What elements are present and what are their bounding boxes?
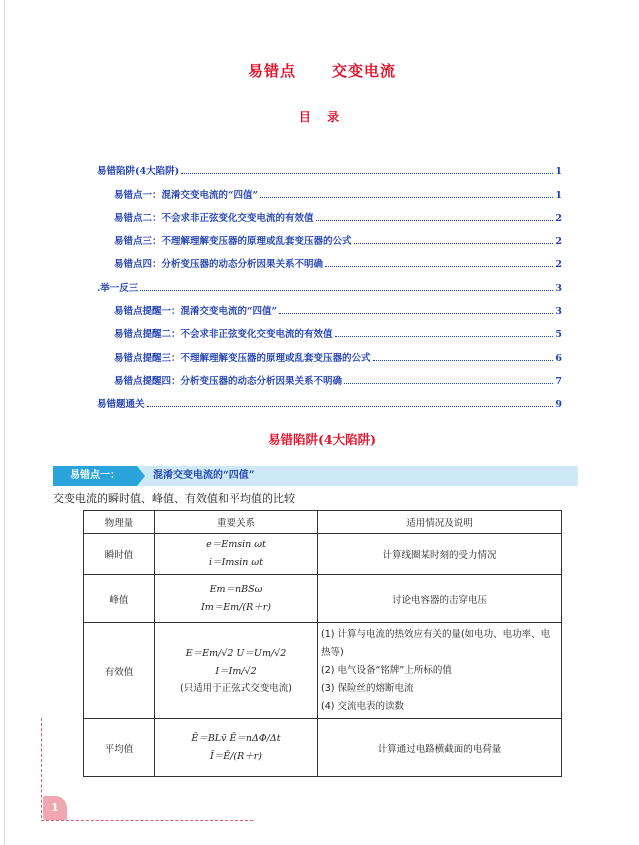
page-number: 1 (43, 796, 67, 820)
formula: E＝Em/√2 U＝Um/√2 (185, 648, 287, 659)
toc-item-page: 2 (555, 259, 562, 271)
title-left: 易错点 (247, 62, 296, 80)
desc-cell (318, 534, 562, 575)
decorative-dashed-line (41, 718, 42, 818)
toc-item-label: 易错陷阱(4大陷阱) (97, 166, 180, 178)
toc-item-label: 易错点提醒一：混淆交变电流的“四值” (114, 306, 277, 318)
toc-item[interactable] (97, 340, 562, 363)
formula-cell (155, 623, 318, 719)
desc-line: (1) 计算与电流的热效应有关的量(如电功、电功率、电热等) (321, 628, 551, 658)
table-row (84, 534, 562, 575)
table-row (84, 719, 562, 777)
toc-item[interactable] (97, 270, 562, 293)
toc-leader-dots (181, 173, 553, 174)
decorative-dashed-line (41, 820, 253, 821)
toc-item-page: 2 (555, 236, 562, 248)
table-row (84, 623, 562, 719)
formula: Em＝nBSω (209, 583, 263, 595)
formula-cell (155, 719, 318, 777)
toc-item-page: 3 (555, 282, 562, 294)
desc-line: (4) 交流电表的读数 (321, 700, 404, 712)
toc-item[interactable] (97, 387, 562, 410)
formula: Im＝Em/(R＋r) (200, 601, 271, 613)
toc-item-page: 1 (555, 189, 562, 201)
desc-line: 计算线圈某时刻的受力情况 (382, 550, 497, 561)
comparison-table (83, 510, 562, 777)
toc-item[interactable] (97, 201, 562, 224)
section-bar (53, 466, 578, 486)
desc-line: 计算通过电路横截面的电荷量 (377, 743, 502, 755)
table-of-contents (97, 154, 562, 410)
formula: e＝Emsin ωt (206, 539, 266, 550)
header-cell: 适用情况及说明 (318, 511, 562, 534)
desc-line: 讨论电容器的击穿电压 (391, 594, 487, 606)
toc-item-page: 3 (555, 306, 562, 318)
toc-title: 目 录 (298, 110, 346, 124)
toc-item-page: 5 (555, 329, 562, 341)
header-cell: 物理量 (84, 511, 155, 534)
toc-item-label: .举一反三 (97, 282, 139, 294)
section-title: 易错陷阱(4大陷阱) (267, 432, 377, 447)
formula-cell (155, 575, 318, 623)
formula-cell (155, 534, 318, 575)
toc-leader-dots (260, 197, 553, 198)
quantity-cell: 平均值 (84, 719, 155, 777)
formula: Ī＝Ē/(R＋r) (210, 750, 262, 762)
toc-item[interactable] (97, 224, 562, 247)
quantity-cell: 瞬时值 (84, 534, 155, 575)
toc-item-label: 易错点提醒二：不会求非正弦变化交变电流的有效值 (114, 329, 333, 341)
formula: i＝Imsin ωt (209, 557, 263, 568)
toc-item-label: 易错点三：不理解理解变压器的原理或乱套变压器的公式 (114, 236, 352, 248)
header-cell: 重要关系 (155, 511, 318, 534)
toc-leader-dots (140, 290, 553, 291)
toc-item[interactable] (97, 294, 562, 317)
quantity-cell: 峰值 (84, 575, 155, 623)
intro-text: 交变电流的瞬时值、峰值、有效值和平均值的比较 (53, 492, 295, 505)
toc-leader-dots (279, 313, 553, 314)
quantity-cell: 有效值 (84, 623, 155, 719)
toc-leader-dots (373, 360, 554, 361)
table-header-row (84, 511, 562, 534)
toc-leader-dots (354, 243, 554, 244)
toc-item[interactable] (97, 247, 562, 270)
desc-cell (318, 719, 562, 777)
toc-item[interactable] (97, 154, 562, 177)
toc-item-label: 易错点二：不会求非正弦变化交变电流的有效值 (114, 212, 314, 224)
formula: Ē＝BLv̄ Ē＝nΔΦ/Δt (191, 732, 281, 744)
table-row (84, 575, 562, 623)
toc-leader-dots (325, 266, 553, 267)
formula-note: (只适用于正弦式交变电流) (180, 683, 292, 694)
toc-item-label: 易错点四：分析变压器的动态分析因果关系不明确 (114, 259, 324, 271)
desc-line: (3) 保险丝的熔断电流 (321, 682, 414, 694)
toc-item[interactable] (97, 364, 562, 387)
toc-item-label: 易错点一：混淆交变电流的“四值” (114, 189, 258, 201)
formula: I＝Im/√2 (215, 666, 257, 677)
toc-item[interactable] (97, 317, 562, 340)
desc-cell (318, 575, 562, 623)
toc-item-page: 9 (555, 399, 562, 411)
toc-leader-dots (344, 383, 553, 384)
toc-item-page: 1 (555, 166, 562, 178)
desc-line: (2) 电气设备“铭牌”上所标的值 (321, 664, 452, 676)
toc-item-page: 6 (555, 352, 562, 364)
document-title (5, 60, 639, 81)
toc-leader-dots (147, 406, 554, 407)
section-bar-text: 混淆交变电流的“四值” (153, 470, 255, 481)
section-bar-tag: 易错点一： (53, 466, 137, 486)
document-page (4, 0, 639, 845)
toc-item-page: 2 (555, 212, 562, 224)
section-bar-arrow (137, 466, 145, 486)
toc-item[interactable] (97, 177, 562, 200)
title-right: 交变电流 (332, 62, 397, 80)
toc-item-label: 易错点提醒四：分析变压器的动态分析因果关系不明确 (114, 375, 343, 387)
toc-leader-dots (335, 336, 554, 337)
toc-item-label: 易错点提醒三：不理解理解变压器的原理或乱套变压器的公式 (114, 352, 371, 364)
desc-cell (318, 623, 562, 719)
toc-item-page: 7 (555, 375, 562, 387)
toc-leader-dots (316, 220, 554, 221)
toc-item-label: 易错题通关 (97, 399, 145, 411)
